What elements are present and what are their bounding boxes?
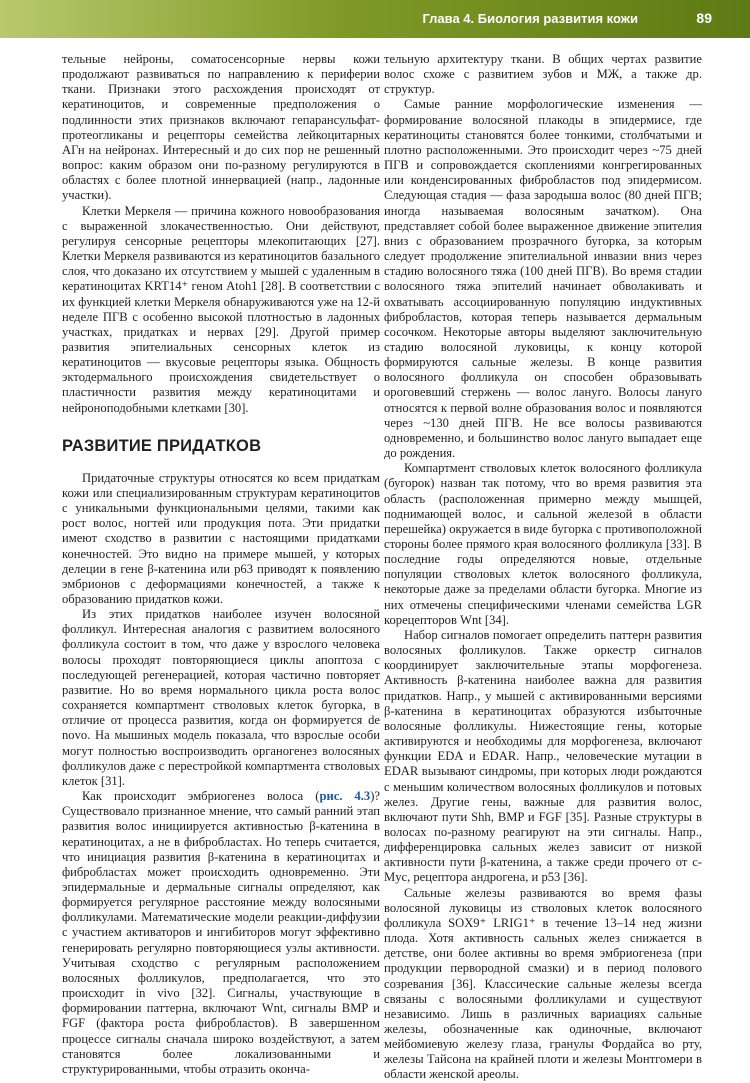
page-number: 89	[696, 10, 712, 26]
paragraph: Самые ранние морфологические изменения — формирование волосяной плакоды в эпидермисе, где кератиноциты становятся более тонкими, столбчатыми и плотно расположенными. Это происходит через ~75 дней ПГВ и сопровождается скоплениями конгрегированных или конденсированных фибробластов под эпидермисом. Следующая стадия — фаза зародыша волос (80 дней ПГВ; иногда называемая волосяным зачатком). Она представляет собой более выраженное движение эпителия вниз с образованием прозрачного бугорка, за которым следует продолжение эпителиальной инвазии вниз через стадию волосяного тяжа (100 дней ПГВ). Во время стадии волосяного тяжа эпителий начинает обволакивать и охватывать ассоциированную популяцию индуктивных фибробластов, которая теперь называется дермальным сосочком. Некоторые авторы выделяют заключительную стадию волосяной луковицы, к концу которой формируются сальные железы. В конце развития волосяного фолликула он способен образовывать ороговевший стержень — волос лануго. Волосы лануго относятся к первой волне образования волос и появляются через ~130 дней ПГВ. Не все волосы развиваются одновременно, и большинство волос лануго выпадает еще до рождения.	[384, 97, 702, 461]
left-column	[62, 52, 380, 1077]
figure-reference-link[interactable]: рис. 4.3	[319, 789, 371, 804]
paragraph: тельную архитектуру ткани. В общих чертах развитие волос схоже с развитием зубов и МЖ, а также др. структур.	[384, 52, 702, 97]
section-heading: РАЗВИТИЕ ПРИДАТКОВ	[62, 436, 262, 455]
paragraph: Сальные железы развиваются во время фазы волосяной луковицы из стволовых клеток волосяного фолликула SOX9⁺ LRIG1⁺ в течение 13–14 нед жизни плода. Хотя активность сальных желез снижается в детстве, они более активны во время эмбриогенеза (при продукции первородной смазки) и в период полового созревания [36]. Классические сальные железы всегда связаны с волосяными фолликулами и существуют независимо. Лишь в различных вариациях сальные железы, обозначенные как одиночные, включают мейбомиевую железу глаза, гранулы Фордайса во рту, железы Тайсона на крайней плоти и железы Монтгомери в области женской ареолы.	[384, 885, 702, 1082]
paragraph-text: )? Существовало признанное мнение, что самый ранний этап развития волос инициируется активностью β-катенина в кератиноцитах, а не в фибробластах. Но теперь считается, что инициация развития β-катенина в кератиноцитах и фибробластах может происходить одновременно. Эти эпидермальные и дермальные сигналы определяют, как формируется регулярное расстояние между волосяными фолликулами. Математические модели реакции-диффузии с участием активаторов и ингибиторов могут эффективно генерировать регулярно повторяющиеся узлы активности. Учитывая сходство с регулярным расположением волосяных фолликулов, предполагается, что это происходит in vivo [32]. Сигналы, участвующие в формировании паттерна, включают Wnt, сигналы BMP и FGF (фактора роста фибробластов). В завершенном процессе сигналы сначала широко воздействуют, а затем становятся более локализованными и структурированными, чтобы отразить оконча-	[62, 789, 381, 1076]
chapter-title: Глава 4. Биология развития кожи	[422, 11, 638, 26]
paragraph	[62, 789, 380, 1077]
paragraph: тельные нейроны, соматосенсорные нервы кожи продолжают развиваться по направлению к периферии ткани. Признаки этого расхождения происходят от кератиноцитов, и современные предположения о подлинности этих признаков включают гепарансульфат-протеогликаны и рецепторы семейства лейкоцитарных АГн на нейронах. Интересный и до сих пор не решенный вопрос: каким образом они по-разному регулируются в областях с более плотной иннервацией (напр., ладонные участки).	[62, 52, 380, 203]
paragraph: Из этих придатков наиболее изучен волосяной фолликул. Интересная аналогия с развитием волосяного фолликула состоит в том, что даже у взрослого человека волосы проходят повторяющиеся циклы апоптоза с последующей регенерацией, которая частично повторяет развитие. Но во время нормального цикла роста волос сохраняется компартмент стволовых клеток бугорка, в отличие от процесса развития, когда он формируется de novo. На мышиных модель показала, что взрослые особи могут полностью воспроизводить органогенез волосяных фолликулов даже с перестройкой компартмента стволовых клеток [31].	[62, 607, 380, 788]
paragraph: Придаточные структуры относятся ко всем придаткам кожи или специализированным структурам кератиноцитов с уникальными функциональными целями, такими как рост волос, ногтей или продукция пота. Эти придатки имеют сходство в развитии с настоящими придатками конечностей. Это видно на примере мышей, у которых делеции в гене β-катенина или p63 приводят к появлению эмбрионов с деформациями конечностей, а также к образованию придатков кожи.	[62, 470, 380, 606]
paragraph: Компартмент стволовых клеток волосяного фолликула (бугорок) назван так потому, что во время развития эта область (расположенная примерно между мышцей, поднимающей волос, и сальной железой в области перешейка) окружается в виде бугорка с противоположной стороны более прямого края волосяного фолликула [33]. В последние годы определяются новые, отдельные популяции стволовых клеток волосяного фолликула, некоторые даже за пределами области бугорка. Многие из них отмечены специфическими членами семейства LGR корецепторов Wnt [34].	[384, 461, 702, 627]
paragraph: Клетки Меркеля — причина кожного новообразования с выраженной злокачественностью. Они действуют, регулируя сенсорные рецепторы млекопитающих [27]. Клетки Меркеля развиваются из кератиноцитов базального слоя, что доказано их отсутствием у мышей с удаленным в кератиноцитах KRT14⁺ геном Atoh1 [28]. В соответствии с их функцией клетки Меркеля обнаруживаются уже на 12-й неделе ПГВ с особенно высокой плотностью в ладонных участках, придатках и нервах [29]. Другой пример развития эпителиальных сенсорных клеток из кератиноцитов — вкусовые рецепторы языка. Общность эктодермального происхождения свидетельствует о пластичности развития между кератиноцитами и нейроноподобными клетками [30].	[62, 203, 380, 415]
paragraph-text: Как происходит эмбриогенез волоса (	[82, 789, 320, 804]
chapter-header-bar	[0, 0, 750, 38]
paragraph: Набор сигналов помогает определить паттерн развития волосяных фолликулов. Также оркестр сигналов координирует заключительные этапы морфогенеза. Активность β-катенина наиболее важна для развития придатков. Напр., у мышей с активированными версиями β-катенина в кератиноцитах образуются избыточные волосяные фолликулы. Нижестоящие гены, которые активируются и необходимы для морфогенеза, включают функции EDA и EDAR. Напр., человеческие мутации в EDAR вызывают синдромы, при которых люди рождаются с меньшим количеством волосяных фолликулов и потовых желез. Другие гены, важные для развития волос, включают пути Shh, BMP и FGF [35]. Разные структуры в волосах по-разному реагируют на эти сигналы. Напр., дифференцировка сальных желез зависит от низкой активности пути β-катенина, а также среди прочего от c-Myc, рецептора андрогена, и p53 [36].	[384, 627, 702, 885]
right-column	[384, 52, 702, 1083]
